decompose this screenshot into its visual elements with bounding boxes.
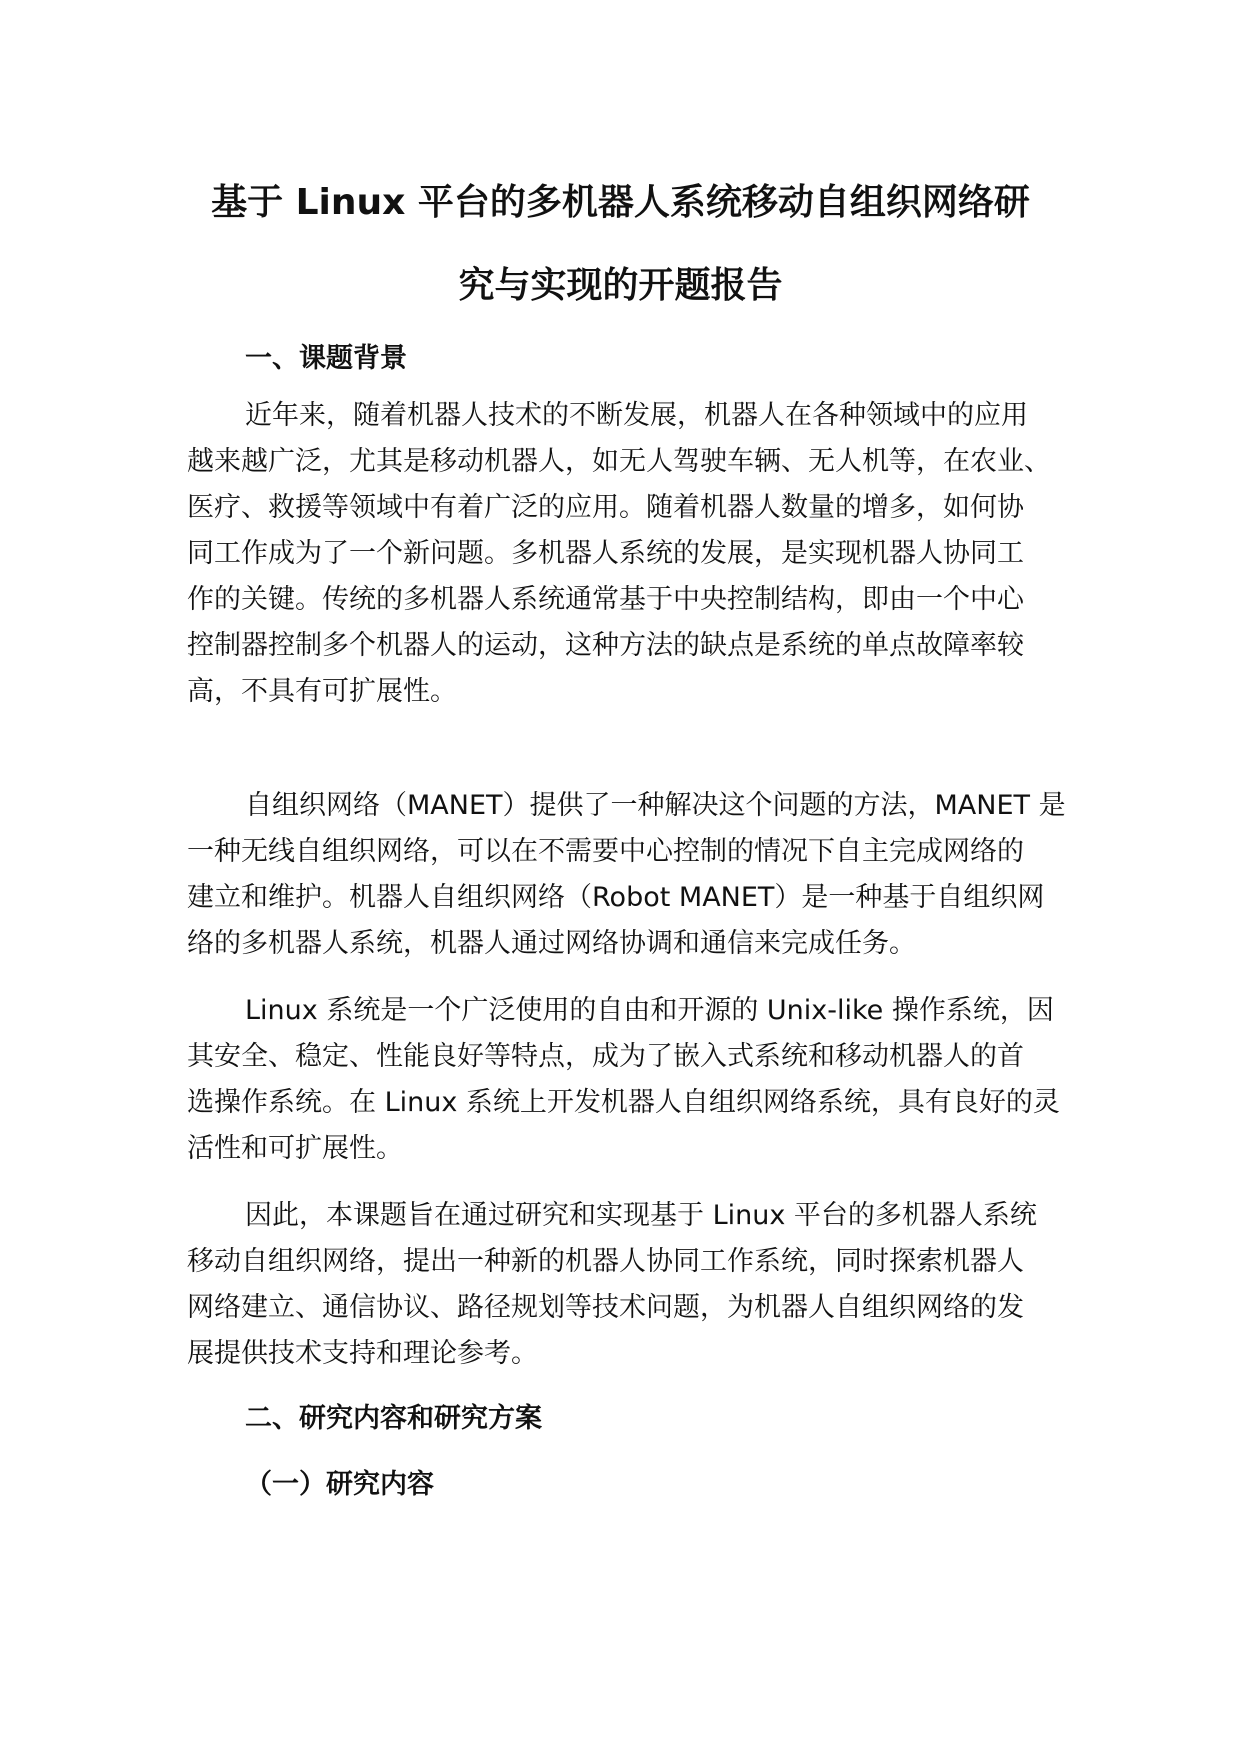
paragraph-1 [187, 393, 1067, 715]
paragraph-line: 活性和可扩展性。 [187, 1133, 403, 1164]
paragraph-line: 越来越广泛，尤其是移动机器人，如无人驾驶车辆、无人机等，在农业、 [187, 446, 1051, 477]
paragraph-line: 近年来，随着机器人技术的不断发展，机器人在各种领域中的应用 [245, 400, 1028, 431]
section-heading-background: 一、课题背景 [245, 343, 407, 374]
paragraph-4 [187, 1193, 1067, 1377]
paragraph-line: 展提供技术支持和理论参考。 [187, 1338, 538, 1369]
paragraph-line: 建立和维护。机器人自组织网络（Robot MANET）是一种基于自组织网 [187, 882, 1045, 913]
paragraph-line: 控制器控制多个机器人的运动，这种方法的缺点是系统的单点故障率较 [187, 630, 1024, 661]
paragraph-line: 自组织网络（MANET）提供了一种解决这个问题的方法，MANET 是 [245, 790, 1066, 821]
paragraph-line: 移动自组织网络，提出一种新的机器人协同工作系统，同时探索机器人 [187, 1246, 1024, 1277]
paragraph-line: 网络建立、通信协议、路径规划等技术问题，为机器人自组织网络的发 [187, 1292, 1024, 1323]
paragraph-line: 同工作成为了一个新问题。多机器人系统的发展，是实现机器人协同工 [187, 538, 1024, 569]
paragraph-line: 作的关键。传统的多机器人系统通常基于中央控制结构，即由一个中心 [187, 584, 1024, 615]
paragraph-line: 医疗、救援等领域中有着广泛的应用。随着机器人数量的增多，如何协 [187, 492, 1024, 523]
paragraph-line: 高，不具有可扩展性。 [187, 676, 457, 707]
paragraph-line: 络的多机器人系统，机器人通过网络协调和通信来完成任务。 [187, 928, 916, 959]
section-heading-research: 二、研究内容和研究方案 [245, 1403, 542, 1434]
document-title-line-2: 究与实现的开题报告 [458, 265, 783, 306]
paragraph-line: 选操作系统。在 Linux 系统上开发机器人自组织网络系统，具有良好的灵 [187, 1087, 1060, 1118]
paragraph-line: 其安全、稳定、性能良好等特点，成为了嵌入式系统和移动机器人的首 [187, 1041, 1024, 1072]
paragraph-2 [187, 783, 1067, 967]
paragraph-line: 因此，本课题旨在通过研究和实现基于 Linux 平台的多机器人系统 [245, 1200, 1037, 1231]
document-title-line-1: 基于 Linux 平台的多机器人系统移动自组织网络研 [211, 182, 1030, 223]
paragraph-line: Linux 系统是一个广泛使用的自由和开源的 Unix-like 操作系统，因 [245, 995, 1054, 1026]
subsection-heading-content: （一）研究内容 [245, 1469, 434, 1500]
paragraph-line: 一种无线自组织网络，可以在不需要中心控制的情况下自主完成网络的 [187, 836, 1024, 867]
paragraph-3 [187, 988, 1067, 1172]
